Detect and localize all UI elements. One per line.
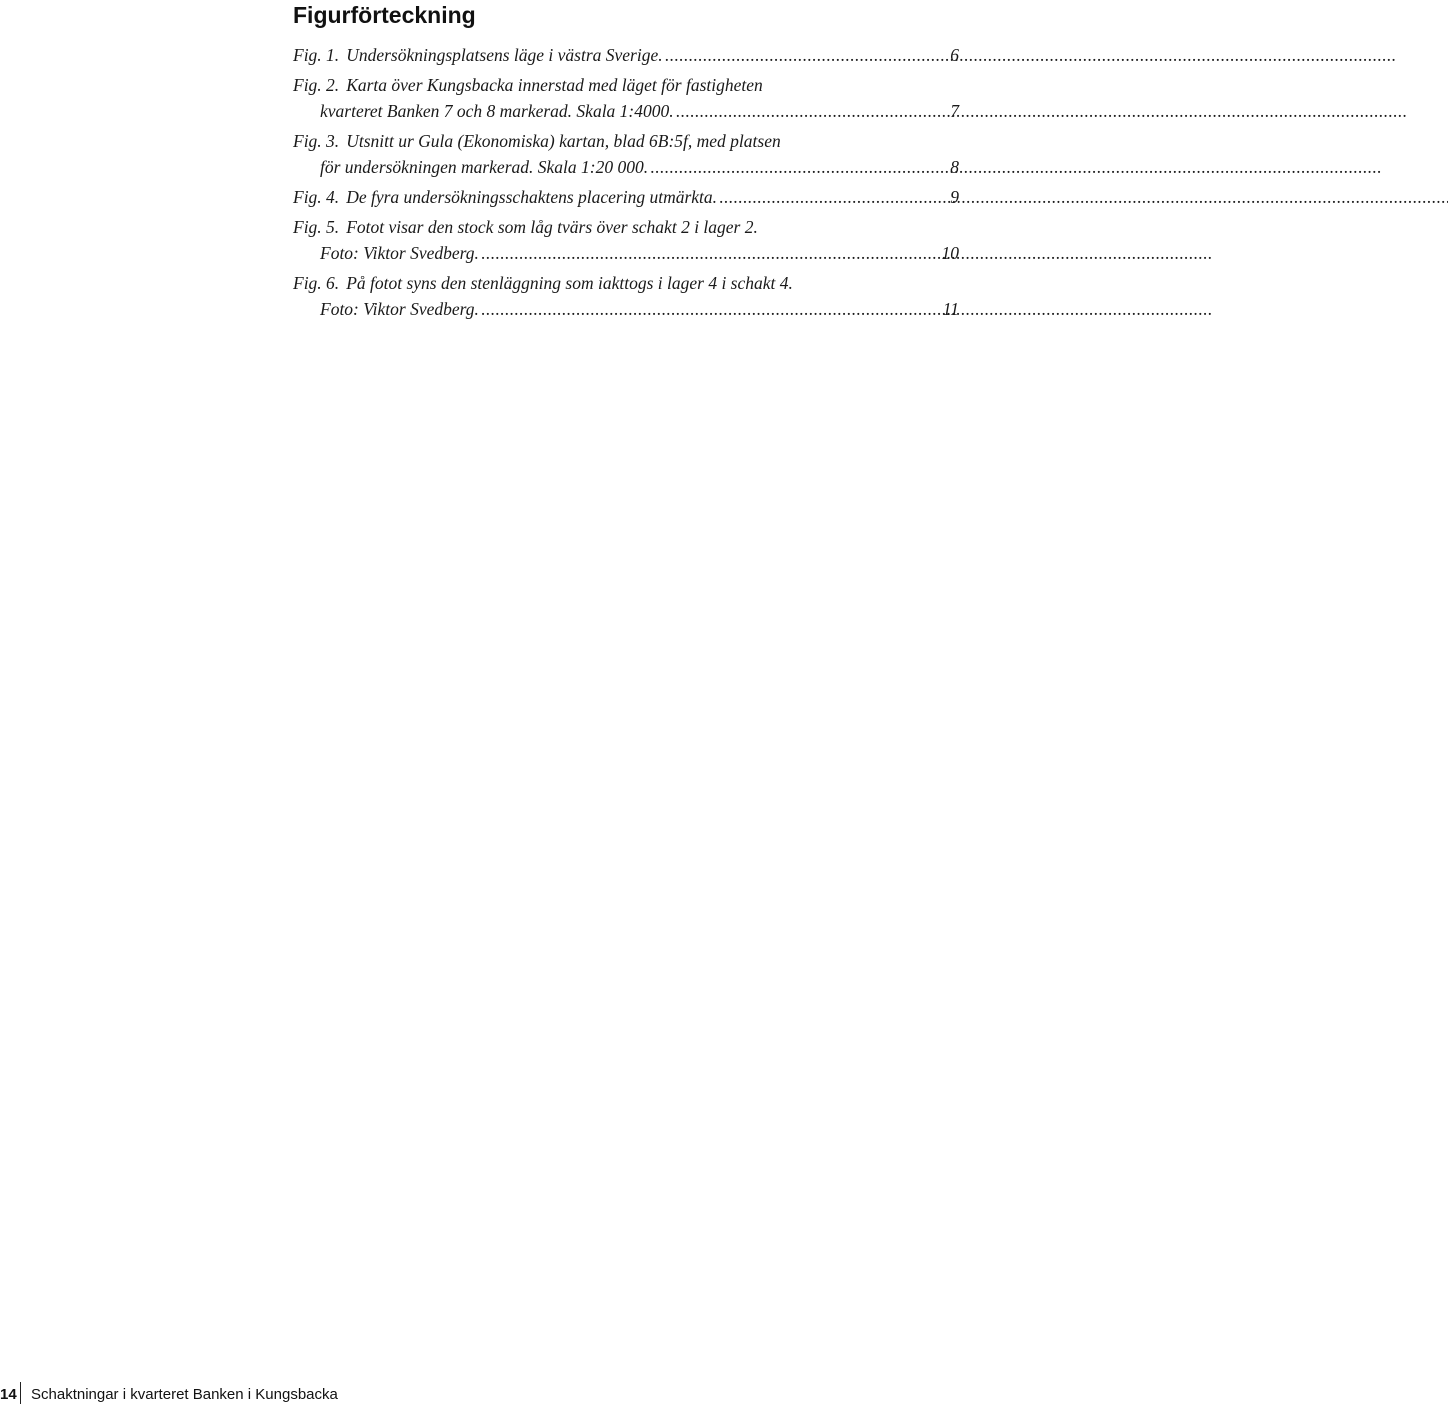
figure-caption: Undersökningsplatsens läge i västra Sverige.: [346, 45, 663, 65]
dot-leader: [719, 184, 941, 210]
figure-caption: Foto: Viktor Svedberg.: [320, 299, 479, 319]
entry-line: [293, 98, 959, 124]
figure-caption: Karta över Kungsbacka innerstad med läget för fastigheten: [346, 75, 763, 95]
dot-leader: [481, 240, 938, 266]
figure-caption: Foto: Viktor Svedberg.: [320, 243, 479, 263]
entry-line: [293, 240, 959, 266]
figure-caption: Fotot visar den stock som låg tvärs över schakt 2 i lager 2.: [346, 217, 758, 237]
figure-caption: På fotot syns den stenläggning som iakttogs i lager 4 i schakt 4.: [346, 273, 793, 293]
figure-entry: [293, 72, 959, 124]
figure-entry: [293, 128, 959, 180]
figure-caption: kvarteret Banken 7 och 8 markerad. Skala 1:4000.: [320, 101, 674, 121]
figure-caption: De fyra undersökningsschaktens placering utmärkta.: [346, 187, 718, 207]
figure-entry: [293, 42, 959, 68]
figure-label: Fig. 6.: [293, 273, 340, 293]
figure-label: Fig. 2.: [293, 75, 340, 95]
figure-label: Fig. 3.: [293, 131, 340, 151]
figure-entry: [293, 214, 959, 266]
entry-line: [293, 154, 959, 180]
page-number: 7: [950, 101, 959, 121]
entry-line: [293, 184, 959, 210]
entry-line: [293, 296, 959, 322]
section-heading: Figurförteckning: [293, 2, 476, 28]
entry-line: [293, 72, 959, 98]
entry-line: [293, 270, 959, 296]
figure-entry: [293, 270, 959, 322]
figure-entry: [293, 184, 959, 210]
figure-label: Fig. 1.: [293, 45, 340, 65]
figure-label: Fig. 4.: [293, 187, 340, 207]
page-number: 9: [950, 187, 959, 207]
page-footer: [0, 1384, 338, 1406]
entry-line: [293, 42, 959, 68]
page-number: 6: [950, 45, 959, 65]
figure-caption: för undersökningen markerad. Skala 1:20 000.: [320, 157, 649, 177]
figure-label: Fig. 5.: [293, 217, 340, 237]
dot-leader: [665, 42, 941, 68]
page-number: 11: [942, 299, 959, 319]
page-number: 8: [950, 157, 959, 177]
dot-leader: [650, 154, 941, 180]
dot-leader: [676, 98, 941, 124]
footer-divider: [20, 1382, 21, 1404]
figure-caption: Utsnitt ur Gula (Ekonomiska) kartan, blad 6B:5f, med platsen: [346, 131, 781, 151]
entry-line: [293, 128, 959, 154]
footer-title: Schaktningar i kvarteret Banken i Kungsbacka: [31, 1386, 338, 1403]
figure-list: [293, 42, 959, 326]
page-number: 10: [941, 243, 959, 263]
footer-page-number: 14: [0, 1386, 17, 1403]
entry-line: [293, 214, 959, 240]
dot-leader: [481, 296, 939, 322]
